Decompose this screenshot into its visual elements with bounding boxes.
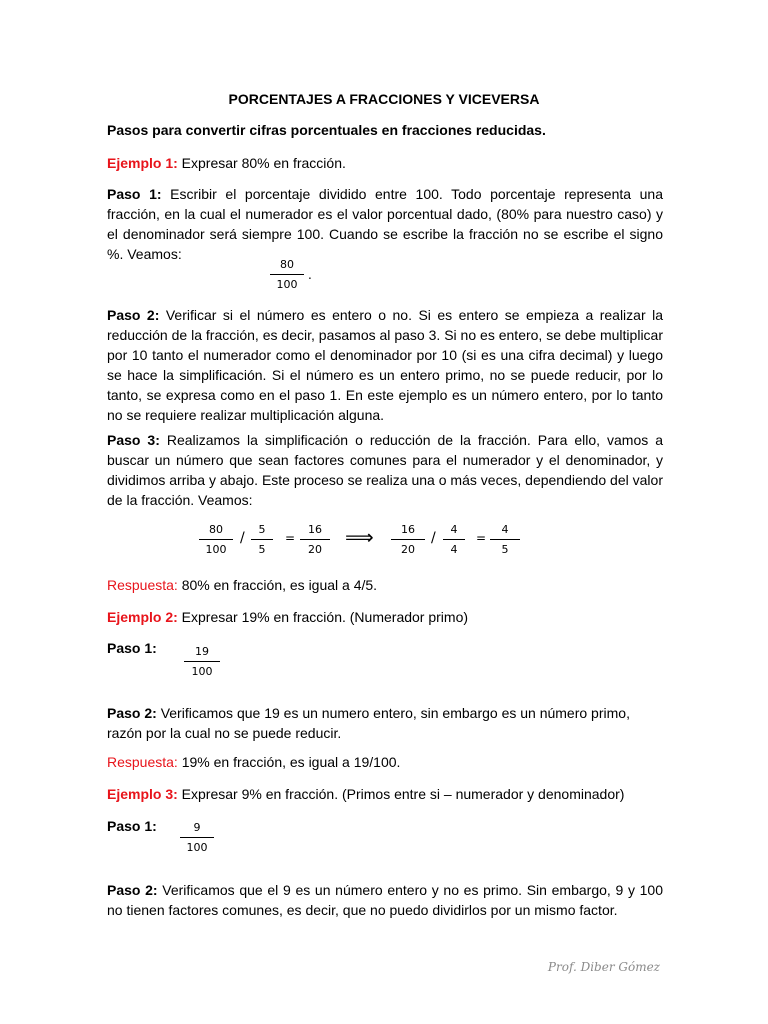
ex1-step-1-text: Escribir el porcentaje dividido entre 100. Todo porcentaje representa una fracción, en la cual el numerador es el valor porcentual dado, (80% para nuestro caso) y el denominador será siempre 100. Cuando se escribe la fracción no se escribe el signo %. Veamos: [107,186,663,262]
ex3-fraction [180,821,214,854]
example-3-text: Expresar 9% en fracción. (Primos entre si – numerador y denominador) [177,786,625,802]
example-1-heading [107,155,346,171]
ex1-answer [107,577,377,593]
ex1-fraction [270,258,304,291]
ex1-answer-text: 80% en fracción, es igual a 4/5. [177,577,378,593]
eq-fraction-5 [443,523,465,556]
division-sign-1: / [240,530,245,546]
example-2-heading [107,609,468,625]
fraction-denominator: 100 [270,274,304,291]
example-2-label: Ejemplo 2: [107,609,178,625]
example-2-text: Expresar 19% en fracción. (Numerador primo) [177,609,469,625]
ex2-answer-text: 19% en fracción, es igual a 19/100. [177,754,401,770]
ex2-step-2 [107,703,663,743]
eq-f1-num: 80 [209,523,223,536]
eq-f4-num: 16 [401,523,415,536]
ex2-step-2-text: Verificamos que 19 es un numero entero, sin embargo es un número primo, razón por la cual no se puede reducir. [107,705,630,741]
ex2-frac-den: 100 [184,661,220,678]
ex1-step-2-label: Paso 2: [107,307,160,323]
ex1-step-3 [107,430,663,510]
example-3-label: Ejemplo 3: [107,786,178,802]
ex2-answer [107,754,400,770]
ex1-answer-label: Respuesta: [107,577,178,593]
ex2-step-2-label: Paso 2: [107,705,157,721]
eq-f3-num: 16 [308,523,322,536]
ex2-answer-label: Respuesta: [107,754,178,770]
ex1-step-1-label: Paso 1: [107,186,162,202]
example-1-text: Expresar 80% en fracción. [177,155,346,171]
ex1-step-2 [107,305,663,425]
eq-f6-den: 5 [490,539,520,556]
page-title: PORCENTAJES A FRACCIONES Y VICEVERSA [228,91,540,107]
ex2-fraction [184,645,220,678]
ex1-step-1 [107,184,663,264]
eq-fraction-6 [490,523,520,556]
eq-f4-den: 20 [391,539,425,556]
fraction-period: . [308,268,312,282]
eq-f6-num: 4 [501,523,509,536]
division-sign-2: / [431,530,436,546]
ex2-step-1-label: Paso 1: [107,640,157,656]
ex3-frac-num: 9 [193,821,201,834]
ex3-frac-den: 100 [180,837,214,854]
implies-arrow-icon: ⟹ [345,525,374,549]
subtitle: Pasos para convertir cifras porcentuales en fracciones reducidas. [107,122,546,138]
ex1-step-2-text: Verificar si el número es entero o no. Si es entero se empieza a realizar la reducción de la fracción, es decir, pasamos al paso 3. Si no es entero, se debe multiplicar por 10 tanto el numerador como el denominador por 10 (si es una cifra decimal) y luego se hace la simplificación. Si el número es un entero primo, no se puede reducir, por lo tanto, se expresa como en el paso 1. En este ejemplo es un número entero, por lo tanto no se requiere realizar multiplicación alguna. [107,307,663,423]
equals-sign-2: = [476,531,487,545]
eq-f2-den: 5 [251,539,273,556]
fraction-numerator: 80 [280,258,294,271]
eq-f5-num: 4 [450,523,458,536]
ex3-step-2-text: Verificamos que el 9 es un número entero y no es primo. Sin embargo, 9 y 100 no tienen factores comunes, es decir, que no puedo dividirlos por un mismo factor. [107,882,663,918]
ex3-step-2 [107,880,663,920]
eq-f3-den: 20 [300,539,330,556]
author-signature: Prof. Diber Gómez [547,960,660,974]
eq-f2-num: 5 [258,523,266,536]
eq-fraction-3 [300,523,330,556]
ex1-step-3-label: Paso 3: [107,432,160,448]
ex2-frac-num: 19 [195,645,209,658]
example-1-label: Ejemplo 1: [107,155,178,171]
eq-fraction-1 [199,523,233,556]
ex3-step-1-label: Paso 1: [107,818,157,834]
eq-f1-den: 100 [199,539,233,556]
example-3-heading [107,786,624,802]
ex3-step-2-label: Paso 2: [107,882,158,898]
equals-sign-1: = [285,531,296,545]
ex1-step-3-text: Realizamos la simplificación o reducción de la fracción. Para ello, vamos a buscar un número que sean factores comunes para el numerador y el denominador, y dividimos arriba y abajo. Este proceso se realiza una o más veces, dependiendo del valor de la fracción. Veamos: [107,432,663,508]
eq-fraction-2 [251,523,273,556]
eq-fraction-4 [391,523,425,556]
eq-f5-den: 4 [443,539,465,556]
